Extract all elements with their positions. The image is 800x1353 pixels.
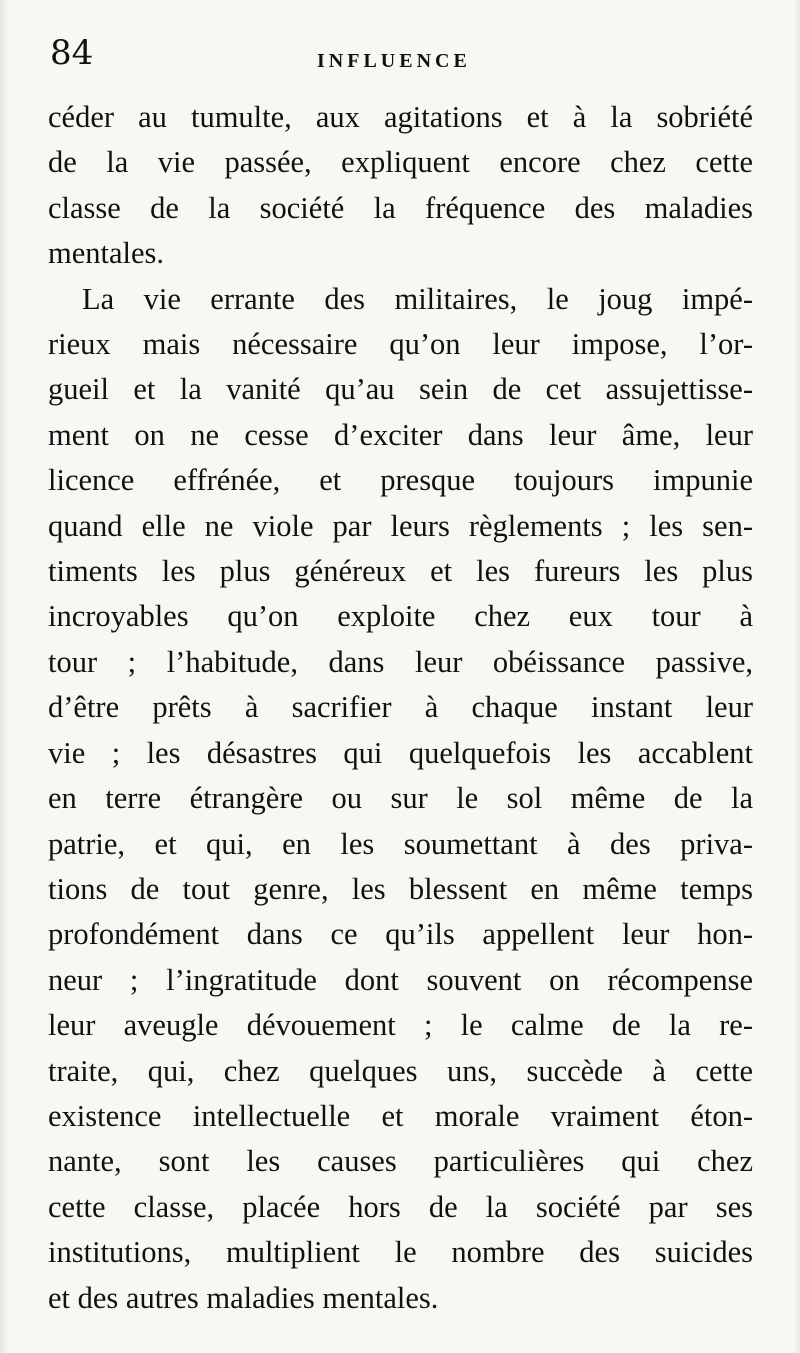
text-line: tour ; l’habitude, dans leur obéissance passive, <box>48 644 753 679</box>
page-number: 84 <box>50 33 94 73</box>
text-line: nante, sont les causes particulières qui chez <box>48 1144 753 1179</box>
text-line: timents les plus généreux et les fureurs les plus <box>48 554 753 589</box>
right-page-shadow <box>794 0 800 1353</box>
text-line: gueil et la vanité qu’au sein de cet assujettisse- <box>48 372 753 407</box>
text-line: tions de tout genre, les blessent en même temps <box>48 871 753 906</box>
text-line: traite, qui, chez quelques uns, succède à cette <box>48 1053 753 1088</box>
text-line: rieux mais nécessaire qu’on leur impose, l’or- <box>48 327 753 362</box>
text-line: vie ; les désastres qui quelquefois les accablent <box>48 735 753 770</box>
text-line: de la vie passée, expliquent encore chez cette <box>48 145 753 180</box>
text-line: institutions, multiplient le nombre des suicides <box>48 1235 753 1270</box>
text-line: leur aveugle dévouement ; le calme de la re- <box>48 1008 753 1043</box>
text-line: mentales. <box>48 236 165 271</box>
text-line: neur ; l’ingratitude dont souvent on récompense <box>48 962 753 997</box>
text-line: céder au tumulte, aux agitations et à la sobriété <box>48 100 753 134</box>
text-line: profondément dans ce qu’ils appellent leur hon- <box>48 917 753 952</box>
paragraph-start-line: La vie errante des militaires, le joug impé- <box>82 281 753 316</box>
text-line: existence intellectuelle et morale vraiment éton- <box>48 1098 753 1133</box>
text-line: cette classe, placée hors de la société par ses <box>48 1189 753 1224</box>
left-page-shadow <box>0 0 8 1353</box>
running-title: INFLUENCE <box>317 50 471 72</box>
text-line: d’être prêts à sacrifier à chaque instant leur <box>48 690 753 725</box>
page-text <box>48 95 753 1321</box>
text-line: quand elle ne viole par leurs règlements ; les sen- <box>48 508 753 543</box>
text-line: ment on ne cesse d’exciter dans leur âme, leur <box>48 417 753 452</box>
text-line: classe de la société la fréquence des maladies <box>48 190 753 225</box>
text-line: en terre étrangère ou sur le sol même de la <box>48 781 753 816</box>
text-line: licence effrénée, et presque toujours impunie <box>48 463 753 498</box>
text-line: et des autres maladies mentales. <box>48 1280 439 1315</box>
text-line: patrie, et qui, en les soumettant à des priva- <box>48 826 753 861</box>
page-header <box>50 33 750 92</box>
text-line: incroyables qu’on exploite chez eux tour à <box>48 599 753 634</box>
